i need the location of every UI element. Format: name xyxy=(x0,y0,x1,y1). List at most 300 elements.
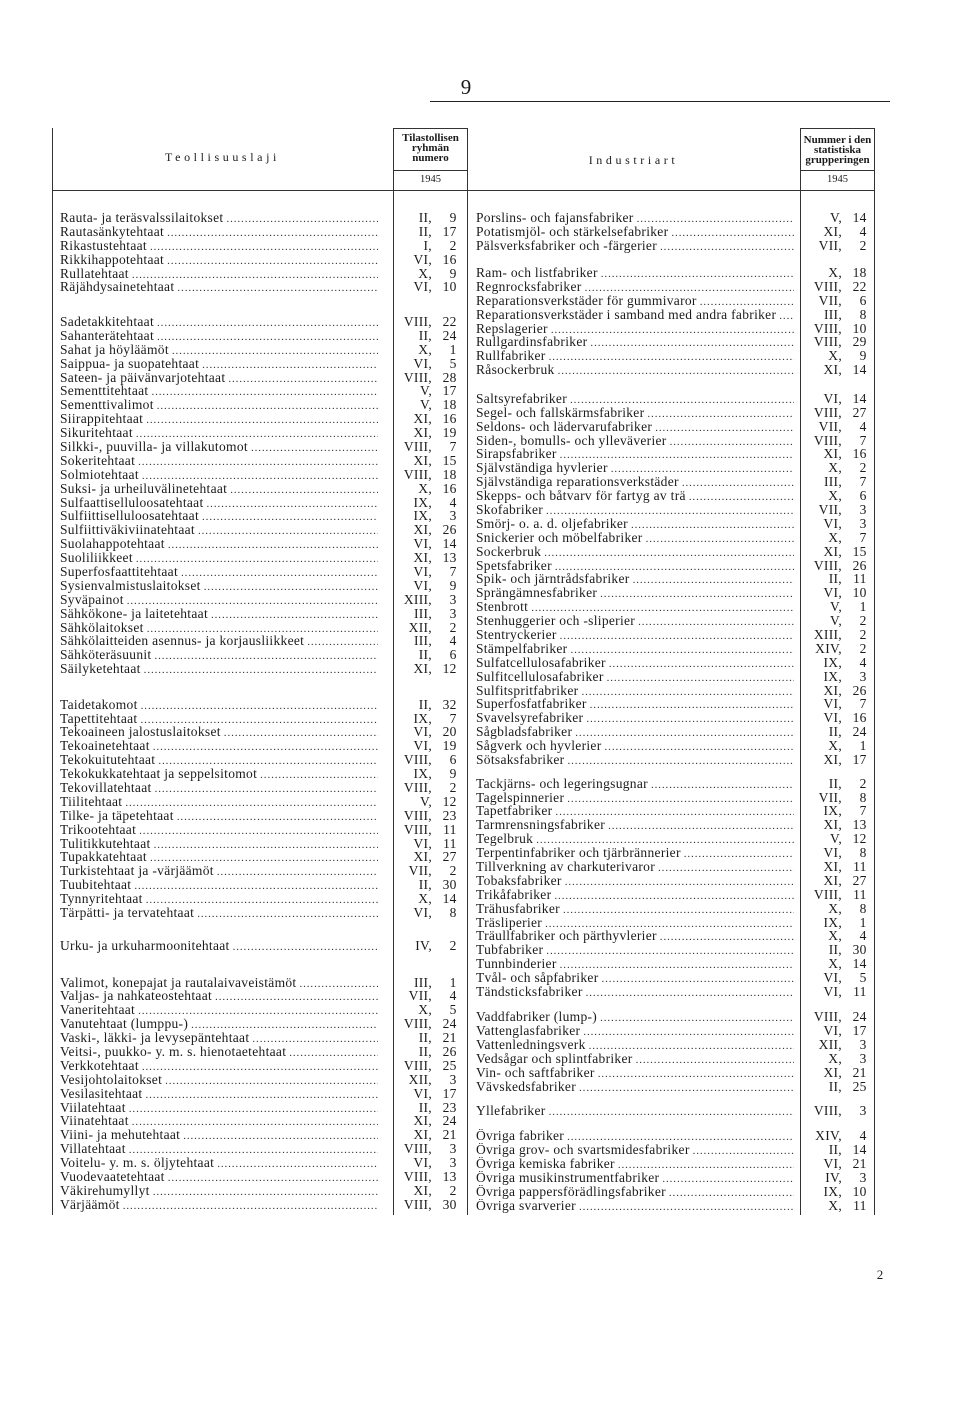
group-number xyxy=(806,239,872,253)
group-roman: VII, xyxy=(818,418,842,434)
index-row xyxy=(60,989,462,1003)
group-number xyxy=(396,454,462,468)
industry-name: Tekovillatehtaat xyxy=(60,781,152,796)
group-index: 7 xyxy=(859,529,867,545)
group-roman: VIII, xyxy=(813,404,842,420)
group-number xyxy=(396,482,462,496)
industry-name: Valjas- ja nahkateostehtaat xyxy=(60,989,213,1004)
industry-name: Tärpätti- ja tervatehtaat xyxy=(60,906,195,921)
index-row xyxy=(60,837,462,851)
industry-name: Terpentinfabriker och tjärbrännerier xyxy=(476,846,681,861)
group-index: 9 xyxy=(449,577,457,593)
group-index: 16 xyxy=(442,480,457,496)
industry-cell xyxy=(476,1199,794,1215)
group-number xyxy=(396,1045,462,1059)
group-number xyxy=(806,294,872,308)
industry-name: Repslagerier xyxy=(476,321,548,336)
group-index: 26 xyxy=(442,522,457,538)
group-index: 19 xyxy=(442,425,457,441)
index-row xyxy=(60,1170,462,1184)
index-row xyxy=(60,537,462,551)
index-row xyxy=(60,565,462,579)
group-roman: X, xyxy=(828,264,842,280)
industry-cell xyxy=(476,985,794,1001)
group-roman: X, xyxy=(828,900,842,916)
group-index: 6 xyxy=(859,292,867,308)
group-number xyxy=(806,586,872,600)
dot-leader xyxy=(558,365,794,379)
index-row xyxy=(476,1199,876,1213)
left-number-heading-line: numero xyxy=(412,152,449,164)
group-roman: VIII, xyxy=(813,886,842,902)
dot-leader xyxy=(660,241,794,255)
index-row xyxy=(60,1003,462,1017)
index-row xyxy=(476,753,876,767)
group-index: 17 xyxy=(442,383,457,399)
index-row xyxy=(60,280,462,294)
index-row xyxy=(476,777,876,791)
group-number xyxy=(806,684,872,698)
index-row xyxy=(476,1024,876,1038)
index-row xyxy=(60,662,462,676)
industry-name: Vaneritehtaat xyxy=(60,1003,136,1018)
group-number xyxy=(806,628,872,642)
group-number xyxy=(396,1184,462,1198)
group-number xyxy=(396,1101,462,1115)
index-row xyxy=(60,767,462,781)
group-roman: VIII, xyxy=(813,320,842,336)
industry-name: Verkkotehtaat xyxy=(60,1058,139,1073)
index-row xyxy=(60,357,462,371)
group-number xyxy=(806,406,872,420)
group-roman: XI, xyxy=(413,452,432,468)
group-roman: VI, xyxy=(413,738,432,754)
group-index: 9 xyxy=(449,210,457,225)
group-roman: VI, xyxy=(823,845,842,861)
group-number xyxy=(806,1066,872,1080)
group-index: 30 xyxy=(852,942,867,958)
group-number xyxy=(806,943,872,957)
group-roman: XI, xyxy=(823,1065,842,1081)
group-number xyxy=(806,1171,872,1185)
industry-name: Stenhuggerier och -sliperier xyxy=(476,614,636,629)
index-row xyxy=(60,509,462,523)
industry-cell xyxy=(476,363,794,379)
index-row xyxy=(476,1104,876,1118)
group-roman: XIV, xyxy=(815,1128,842,1144)
column-divider xyxy=(467,128,468,1215)
group-index: 15 xyxy=(442,452,457,468)
sheet-mark: 2 xyxy=(876,1267,884,1282)
group-index: 10 xyxy=(442,279,457,295)
group-index: 12 xyxy=(442,661,457,677)
industry-name: Skepps- och båtvarv för fartyg av trä xyxy=(476,489,686,504)
group-roman: IX, xyxy=(413,766,432,782)
group-number xyxy=(806,572,872,586)
group-number xyxy=(396,329,462,343)
industry-name: Träsliperier xyxy=(476,915,543,930)
group-roman: X, xyxy=(828,348,842,364)
industry-name: Sysienvalmistuslaitokset xyxy=(60,578,201,593)
index-row xyxy=(476,1038,876,1052)
group-number xyxy=(806,725,872,739)
group-roman: X, xyxy=(418,341,432,357)
group-number xyxy=(806,739,872,753)
index-row xyxy=(476,902,876,916)
entry-group xyxy=(476,1104,876,1118)
industry-name: Tändsticksfabriker xyxy=(476,984,583,999)
group-index: 4 xyxy=(859,654,867,670)
group-number xyxy=(396,1142,462,1156)
industry-name: Sprängämnesfabriker xyxy=(476,586,598,601)
group-index: 1 xyxy=(859,914,867,930)
group-roman: VII, xyxy=(408,988,432,1004)
group-roman: II, xyxy=(418,210,432,225)
right-number-heading xyxy=(800,135,875,165)
group-number xyxy=(806,517,872,531)
group-index: 7 xyxy=(859,474,867,490)
group-roman: II, xyxy=(418,877,432,893)
index-row xyxy=(476,586,876,600)
group-roman: VI, xyxy=(413,251,432,267)
page-number-rule xyxy=(430,101,890,102)
group-index: 10 xyxy=(852,1183,867,1199)
industry-name: Syväpainot xyxy=(60,592,124,607)
group-number xyxy=(806,888,872,902)
index-row xyxy=(476,1143,876,1157)
left-year-rule xyxy=(393,170,468,171)
industry-name: Tiilitehtaat xyxy=(60,794,123,809)
group-number xyxy=(396,607,462,621)
left-number-heading-line: Tilastollisen xyxy=(402,132,459,144)
group-roman: VI, xyxy=(413,355,432,371)
index-row xyxy=(476,1185,876,1199)
industry-name: Turkistehtaat ja -värjäämöt xyxy=(60,864,214,879)
industry-name: Vävskedsfabriker xyxy=(476,1079,577,1094)
group-number xyxy=(806,753,872,767)
group-roman: IX, xyxy=(413,710,432,726)
index-row xyxy=(60,496,462,510)
group-number xyxy=(396,551,462,565)
index-row xyxy=(60,823,462,837)
index-row xyxy=(60,1184,462,1198)
group-index: 12 xyxy=(442,793,457,809)
group-number xyxy=(396,809,462,823)
group-index: 17 xyxy=(852,752,867,768)
group-number xyxy=(396,1003,462,1017)
group-index: 11 xyxy=(443,821,457,837)
group-number xyxy=(806,1038,872,1052)
group-index: 27 xyxy=(852,872,867,888)
group-index: 14 xyxy=(442,536,457,552)
industry-name: Sähkökone- ja laitetehtaat xyxy=(60,606,208,621)
index-row xyxy=(476,670,876,684)
index-row xyxy=(60,343,462,357)
group-index: 2 xyxy=(859,627,867,643)
index-row xyxy=(60,739,462,753)
index-row xyxy=(60,864,462,878)
group-roman: VI, xyxy=(413,724,432,740)
group-roman: III, xyxy=(413,605,432,621)
group-index: 3 xyxy=(859,1103,867,1119)
group-roman: VI, xyxy=(823,1023,842,1039)
index-row xyxy=(476,739,876,753)
industry-name: Tekokuitutehtaat xyxy=(60,753,156,768)
group-index: 7 xyxy=(449,563,457,579)
industry-name: Tapettitehtaat xyxy=(60,711,138,726)
group-index: 9 xyxy=(859,348,867,364)
group-index: 2 xyxy=(449,780,457,796)
group-index: 21 xyxy=(442,1127,457,1143)
index-row xyxy=(60,253,462,267)
group-roman: XII, xyxy=(408,619,432,635)
industry-cell xyxy=(60,280,378,296)
index-row xyxy=(60,1087,462,1101)
group-roman: XI, xyxy=(413,1113,432,1129)
group-number xyxy=(396,976,462,990)
index-row xyxy=(476,985,876,999)
group-roman: XIV, xyxy=(815,640,842,656)
group-number xyxy=(396,1031,462,1045)
group-index: 3 xyxy=(449,1141,457,1157)
industry-name: Viilatehtaat xyxy=(60,1100,126,1115)
left-number-heading xyxy=(393,133,468,163)
right-number-heading-line: Nummer i den xyxy=(803,134,872,146)
group-number xyxy=(396,412,462,426)
index-row xyxy=(476,1080,876,1094)
group-index: 3 xyxy=(449,1071,457,1087)
group-roman: VI, xyxy=(823,970,842,986)
index-row xyxy=(476,846,876,860)
group-number xyxy=(806,804,872,818)
dot-leader xyxy=(233,941,378,955)
group-index: 8 xyxy=(859,789,867,805)
group-index: 2 xyxy=(449,619,457,635)
index-row xyxy=(60,593,462,607)
group-roman: XI, xyxy=(413,661,432,677)
industry-name: Självständiga reparationsverkstäder xyxy=(476,475,679,490)
industry-name: Urku- ja urkuharmoonitehtaat xyxy=(60,938,230,953)
index-row xyxy=(476,1171,876,1185)
group-roman: VIII, xyxy=(813,1009,842,1025)
group-roman: XI, xyxy=(413,522,432,538)
industry-name: Tulitikkutehtaat xyxy=(60,836,151,851)
group-number xyxy=(806,1129,872,1143)
group-roman: IX, xyxy=(413,494,432,510)
group-index: 3 xyxy=(449,508,457,524)
index-row xyxy=(60,939,462,953)
left-number-header-top-rule xyxy=(393,128,468,129)
index-row xyxy=(476,392,876,406)
index-row xyxy=(476,280,876,294)
index-row xyxy=(476,434,876,448)
group-index: 8 xyxy=(859,845,867,861)
group-index: 30 xyxy=(442,877,457,893)
industry-cell xyxy=(60,906,378,922)
group-index: 3 xyxy=(859,1170,867,1186)
group-index: 2 xyxy=(449,937,457,953)
industry-name: Självständiga hyvlerier xyxy=(476,461,608,476)
group-index: 7 xyxy=(449,710,457,726)
industry-name: Rautasänkytehtaat xyxy=(60,224,165,239)
group-number xyxy=(396,537,462,551)
group-number xyxy=(806,777,872,791)
group-number xyxy=(396,1114,462,1128)
group-roman: X, xyxy=(418,891,432,907)
industry-name: Viini- ja mehutehtaat xyxy=(60,1128,181,1143)
industry-name: Trikåfabriker xyxy=(476,887,552,902)
index-row xyxy=(60,809,462,823)
industry-name: Väkirehumyllyt xyxy=(60,1183,150,1198)
industry-name: Vesilasitehtaat xyxy=(60,1086,143,1101)
index-row xyxy=(60,1017,462,1031)
group-roman: VIII, xyxy=(403,466,432,482)
index-row xyxy=(476,1052,876,1066)
index-row xyxy=(60,1156,462,1170)
industry-name: Skofabriker xyxy=(476,503,544,518)
index-row xyxy=(476,1157,876,1171)
group-number xyxy=(396,593,462,607)
group-roman: X, xyxy=(828,1051,842,1067)
group-roman: II, xyxy=(418,696,432,712)
group-roman: V, xyxy=(830,599,842,615)
entry-group xyxy=(476,392,876,767)
left-column-heading: Teollisuuslaji xyxy=(165,150,280,164)
index-row xyxy=(60,1198,462,1212)
index-row xyxy=(476,971,876,985)
index-row xyxy=(476,711,876,725)
index-row xyxy=(476,335,876,349)
group-number xyxy=(806,929,872,943)
industry-name: Övriga grov- och svartsmidesfabriker xyxy=(476,1143,690,1158)
group-roman: VI, xyxy=(413,279,432,295)
industry-name: Tobaksfabriker xyxy=(476,873,562,888)
index-row xyxy=(476,559,876,573)
industry-name: Övriga pappersförädlingsfabriker xyxy=(476,1184,666,1199)
group-index: 20 xyxy=(442,724,457,740)
index-row xyxy=(60,225,462,239)
group-number xyxy=(806,697,872,711)
group-roman: XI, xyxy=(413,550,432,566)
group-roman: VI, xyxy=(413,536,432,552)
group-roman: VI, xyxy=(823,390,842,406)
group-number xyxy=(806,489,872,503)
group-number xyxy=(806,902,872,916)
group-roman: XIII, xyxy=(403,591,432,607)
group-index: 17 xyxy=(852,1023,867,1039)
group-roman: VI, xyxy=(413,1085,432,1101)
index-row xyxy=(60,398,462,412)
group-index: 1 xyxy=(449,974,457,990)
index-row xyxy=(60,1031,462,1045)
index-row xyxy=(476,656,876,670)
industry-name: Valimot, konepajat ja rautalaivaveistämöt xyxy=(60,975,297,990)
index-row xyxy=(476,489,876,503)
industry-name: Tegelbruk xyxy=(476,832,534,847)
group-index: 13 xyxy=(442,550,457,566)
group-roman: V, xyxy=(830,613,842,629)
group-roman: III, xyxy=(823,306,842,322)
group-index: 24 xyxy=(442,327,457,343)
dot-leader xyxy=(197,908,378,922)
group-index: 6 xyxy=(859,488,867,504)
industry-name: Träullfabriker och pärthyvlerier xyxy=(476,929,657,944)
group-number xyxy=(396,712,462,726)
index-row xyxy=(60,523,462,537)
industry-name: Sågbladsfabriker xyxy=(476,725,573,740)
group-roman: VIII, xyxy=(403,1016,432,1032)
group-index: 9 xyxy=(449,766,457,782)
group-number xyxy=(806,832,872,846)
left-number-heading-line: ryhmän xyxy=(411,142,450,154)
group-number xyxy=(396,648,462,662)
industry-name: Vesijohtolaitokset xyxy=(60,1072,163,1087)
index-row xyxy=(60,1128,462,1142)
industry-name: Sementtivalimot xyxy=(60,398,154,413)
index-row xyxy=(476,294,876,308)
group-roman: XII, xyxy=(818,1037,842,1053)
industry-name: Tarmrensningsfabriker xyxy=(476,818,606,833)
group-index: 30 xyxy=(442,1196,457,1212)
right-number-header-top-rule xyxy=(800,128,875,129)
industry-name: Rullgardinsfabriker xyxy=(476,335,588,350)
group-number xyxy=(396,1198,462,1212)
group-number xyxy=(396,878,462,892)
index-row xyxy=(60,1114,462,1128)
industry-name: Sulfaattiselluloosatehtaat xyxy=(60,495,204,510)
group-number xyxy=(396,496,462,510)
industry-name: Spetsfabriker xyxy=(476,558,552,573)
group-number xyxy=(396,523,462,537)
group-roman: XI, xyxy=(823,858,842,874)
group-roman: III, xyxy=(413,974,432,990)
group-roman: VIII, xyxy=(403,1141,432,1157)
group-number xyxy=(806,503,872,517)
group-index: 8 xyxy=(449,905,457,921)
group-roman: VI, xyxy=(823,515,842,531)
group-roman: VIII, xyxy=(403,807,432,823)
group-roman: IX, xyxy=(823,914,842,930)
group-roman: X, xyxy=(828,956,842,972)
index-row xyxy=(60,976,462,990)
industry-cell xyxy=(60,662,378,678)
industry-name: Rikkihappotehtaat xyxy=(60,252,165,267)
group-roman: VIII, xyxy=(403,438,432,454)
group-index: 18 xyxy=(852,264,867,280)
group-roman: VIII, xyxy=(403,1057,432,1073)
group-number xyxy=(396,864,462,878)
finnish-industry-list xyxy=(60,211,462,1212)
index-row xyxy=(476,461,876,475)
industry-name: Stentryckerier xyxy=(476,628,557,643)
group-index: 16 xyxy=(442,411,457,427)
group-index: 2 xyxy=(449,1182,457,1198)
group-index: 10 xyxy=(852,585,867,601)
group-index: 2 xyxy=(859,613,867,629)
group-index: 8 xyxy=(859,900,867,916)
group-index: 8 xyxy=(859,306,867,322)
group-index: 7 xyxy=(859,803,867,819)
group-roman: VIII, xyxy=(813,278,842,294)
index-row xyxy=(60,1101,462,1115)
index-row xyxy=(60,648,462,662)
group-index: 3 xyxy=(449,1155,457,1171)
group-index: 21 xyxy=(442,1030,457,1046)
group-number xyxy=(806,711,872,725)
group-roman: X, xyxy=(828,529,842,545)
group-roman: XI, xyxy=(413,1127,432,1143)
group-index: 4 xyxy=(859,418,867,434)
